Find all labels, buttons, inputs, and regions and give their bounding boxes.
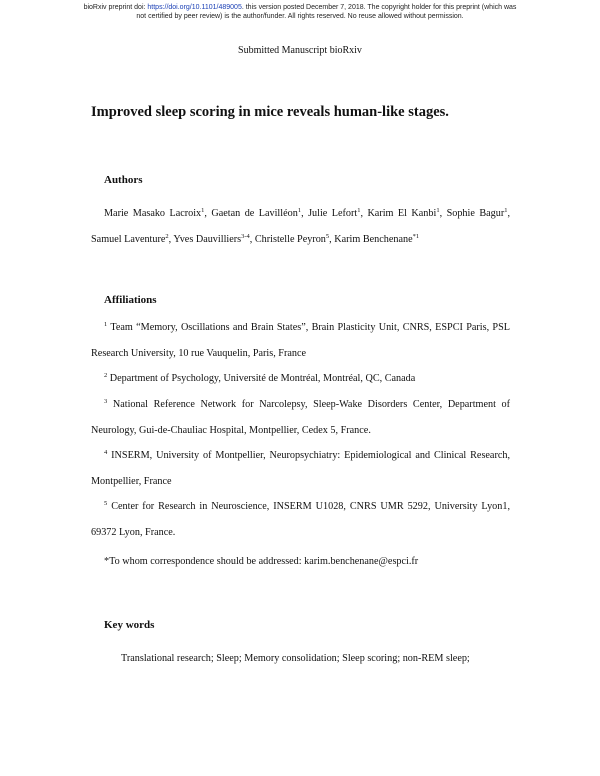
author-affiliation: 1 [201,207,205,214]
preprint-header [20,4,580,21]
author-affiliation: 1 [357,207,361,214]
author-affiliation: 1 [297,207,302,214]
affiliation-3 [91,392,510,444]
author-affiliation: 1 [504,207,508,214]
author-name: Christelle Peyron [254,234,326,245]
author-affiliation: *1 [412,233,420,240]
authors-heading: Authors [104,174,143,186]
preprint-line-2: not certified by peer review) is the author/funder. All rights reserved. No reuse allowed without permission. [136,12,464,20]
affiliation-text: INSERM, University of Montpellier, Neuropsychiatry: Epidemiological and Clinical Research, Montpellier, France [91,450,511,487]
author-name: Marie Masako Lacroix [104,208,202,219]
keywords-heading: Key words [104,619,155,631]
preprint-suffix: . this version posted December 7, 2018. The copyright holder for this preprint (which was [241,4,517,11]
author-separator: , [301,208,309,219]
author-separator: , [360,208,368,219]
correspondence: *To whom correspondence should be addressed: karim.benchenane@espci.fr [104,556,419,567]
author-separator: , [329,234,335,245]
paper-title: Improved sleep scoring in mice reveals human-like stages. [91,104,449,120]
author-separator: , [439,208,447,219]
preprint-line-1 [20,4,580,13]
affiliation-4 [91,443,510,495]
preprint-prefix: bioRxiv preprint doi: [83,4,148,11]
affiliation-1 [91,315,510,367]
author-name: Gaetan de Lavilléon [211,208,298,219]
affiliation-text: Center for Research in Neuroscience, INSERM U1028, CNRS UMR 5292, University Lyon1, 69372 Lyon, France. [91,501,510,538]
author-affiliation: 5 [325,233,330,240]
affiliation-number: 2 [104,372,108,379]
submitted-label: Submitted Manuscript bioRxiv [238,45,362,56]
affiliation-text: Department of Psychology, Université de Montréal, Montréal, QC, Canada [109,373,416,384]
authors-list [91,201,510,253]
keywords-list: Translational research; Sleep; Memory consolidation; Sleep scoring; non-REM sleep; [121,653,470,664]
affiliation-number: 5 [104,500,108,507]
affiliation-text: Team “Memory, Oscillations and Brain States”, Brain Plasticity Unit, CNRS, ESPCI Paris, PSL Research University, 10 rue Vauquelin, Paris, France [91,322,510,359]
author-name: Samuel Laventure [91,234,166,245]
affiliation-number: 4 [104,449,108,456]
author-name: Karim El Kanbi [367,208,437,219]
author-name: Karim Benchenane [334,234,413,245]
affiliations-heading: Affiliations [104,294,157,306]
affiliation-text: National Reference Network for Narcolepsy, Sleep-Wake Disorders Center, Department of Neurology, Gui-de-Chauliac Hospital, Montpellier, Cedex 5, France. [91,399,511,436]
author-name: Sophie Bagur [446,208,505,219]
author-separator: , [507,208,511,219]
affiliation-number: 3 [104,398,108,405]
affiliation-5 [91,494,510,546]
affiliation-2 [91,366,510,392]
author-affiliation: 2 [165,233,169,240]
author-separator: , [204,208,212,219]
author-separator: , [168,234,174,245]
doi-link[interactable]: https://doi.org/10.1101/489005 [147,4,242,11]
author-separator: , [249,234,255,245]
author-name: Yves Dauvilliers [173,234,242,245]
author-affiliation: 1 [436,207,440,214]
author-name: Julie Lefort [308,208,358,219]
affiliation-number: 1 [104,321,108,328]
author-affiliation: 3-4 [241,233,250,240]
